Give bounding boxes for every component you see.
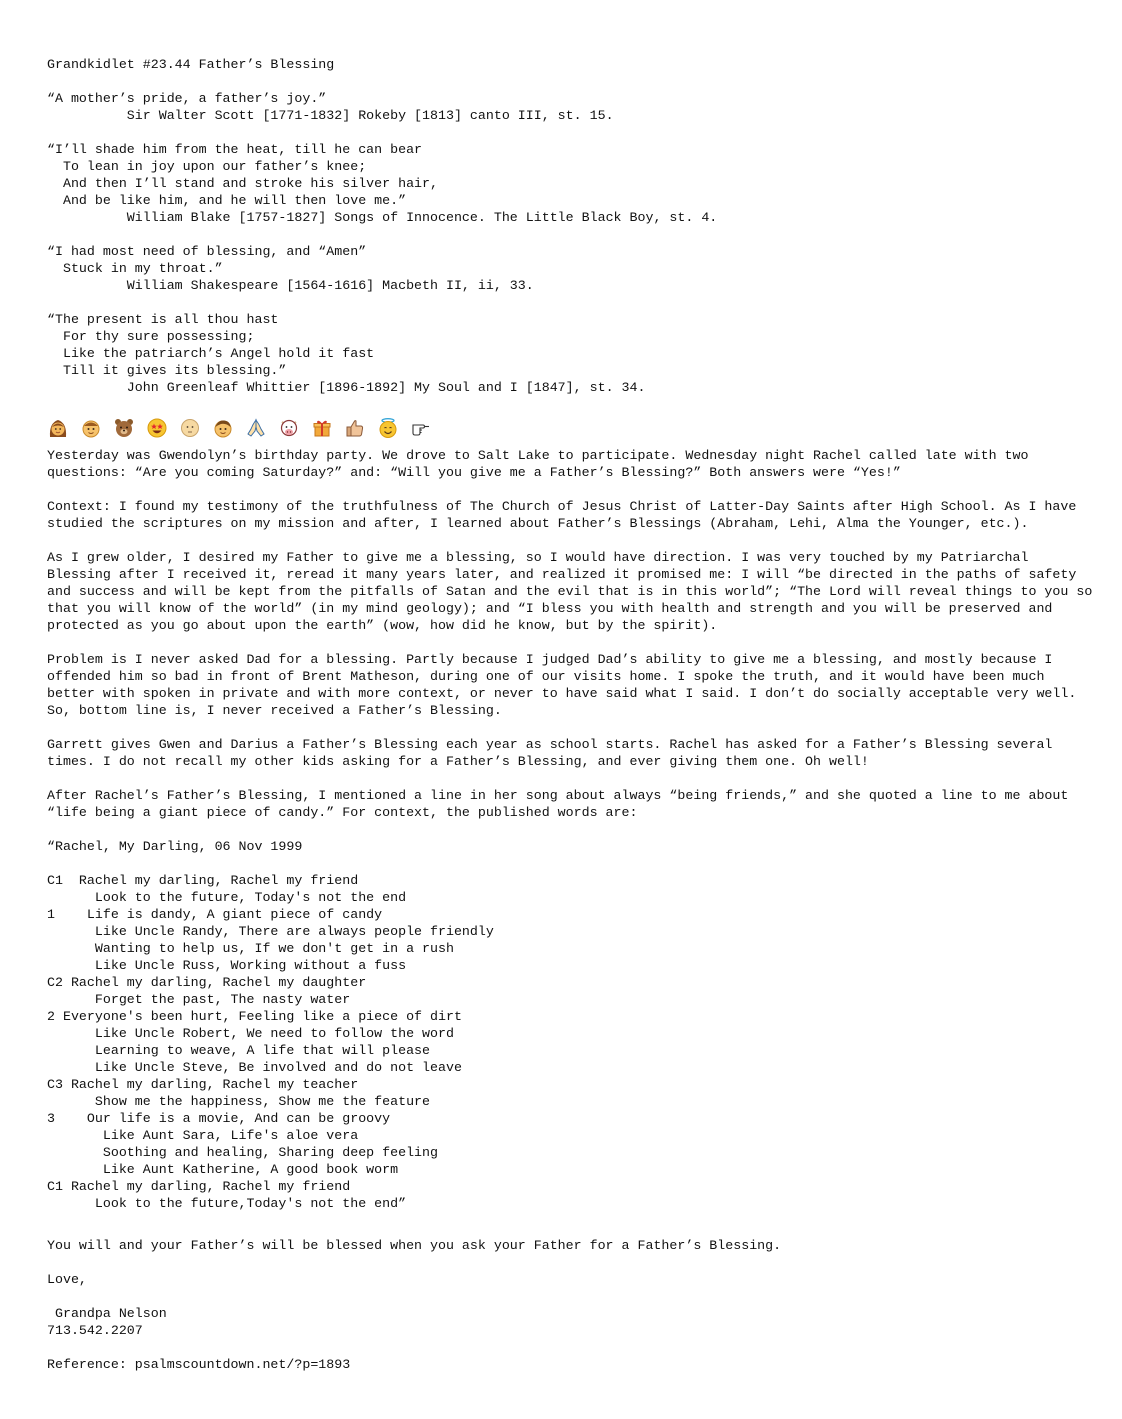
star-struck-face-icon	[146, 417, 168, 439]
song-line: C1 Rachel my darling, Rachel my friend	[47, 1179, 351, 1194]
song-line: 1 Life is dandy, A giant piece of candy	[47, 907, 383, 922]
emoji-row	[47, 417, 1097, 439]
quote-line: And be like him, and he will then love me.”	[47, 193, 407, 208]
quote-line: Stuck in my throat.”	[47, 261, 223, 276]
song-line: Like Uncle Robert, We need to follow the word	[47, 1026, 454, 1041]
song-line: Learning to weave, A life that will please	[47, 1043, 431, 1058]
paragraph: After Rachel’s Father’s Blessing, I mentioned a line in her song about always “being friends,” and she quoted a line to me about “life being a giant piece of candy.” For context, the published words are:	[47, 788, 1077, 820]
song-line: C1 Rachel my darling, Rachel my friend	[47, 873, 359, 888]
song-line: 2 Everyone's been hurt, Feeling like a piece of dirt	[47, 1009, 462, 1024]
song-title: “Rachel, My Darling, 06 Nov 1999	[47, 839, 303, 854]
closing-line: You will and your Father’s will be blessed when you ask your Father for a Father’s Blessing.	[47, 1238, 782, 1253]
neutral-face-icon	[179, 417, 201, 439]
song-line: C2 Rachel my darling, Rachel my daughter	[47, 975, 367, 990]
quote-citation: William Shakespeare [1564-1616] Macbeth II, ii, 33.	[126, 278, 534, 293]
quote-line: Till it gives its blessing.”	[47, 363, 287, 378]
cow-face-icon	[278, 417, 300, 439]
quote-citation: Sir Walter Scott [1771-1832] Rokeby [1813] canto III, st. 15.	[126, 108, 614, 123]
page-title: Grandkidlet #23.44 Father’s Blessing	[47, 57, 335, 72]
thumbs-up-icon	[344, 417, 366, 439]
quote-line: Like the patriarch’s Angel hold it fast	[47, 346, 375, 361]
quote-line: “The present is all thou hast	[47, 312, 279, 327]
quote-citation: William Blake [1757-1827] Songs of Innocence. The Little Black Boy, st. 4.	[126, 210, 718, 225]
quote-line: To lean in joy upon our father’s knee;	[47, 159, 367, 174]
bear-face-icon	[113, 417, 135, 439]
song-line: Like Uncle Randy, There are always people friendly	[47, 924, 494, 939]
song-line: Like Uncle Russ, Working without a fuss	[47, 958, 407, 973]
child-face-icon	[80, 417, 102, 439]
song-line: Look to the future,Today's not the end”	[47, 1196, 407, 1211]
reference-link[interactable]: Reference: psalmscountdown.net/?p=1893	[47, 1357, 351, 1372]
song-line: Like Uncle Steve, Be involved and do not leave	[47, 1060, 462, 1075]
song-line: Soothing and healing, Sharing deep feeling	[47, 1145, 438, 1160]
quote-citation: John Greenleaf Whittier [1896-1892] My Soul and I [1847], st. 34.	[126, 380, 646, 395]
song-line: C3 Rachel my darling, Rachel my teacher	[47, 1077, 359, 1092]
gift-icon	[311, 417, 333, 439]
song-line: Look to the future, Today's not the end	[47, 890, 407, 905]
quote-line: For thy sure possessing;	[47, 329, 255, 344]
woman-face-icon	[47, 417, 69, 439]
paragraph: As I grew older, I desired my Father to give me a blessing, so I would have direction. I was very touched by my Patriarchal Blessing after I received it, reread it many years later, and realized it promised me: I will “be directed in the paths of safety and success and will be kept from the pitfalls of Satan and the evil that is in this world”; “The Lord will reveal things to you so that you will know of the world” (in my mind geology); and “I bless you with health and strength and you will be preserved and protected as you go about upon the earth” (wow, how did he know, but by the spirit).	[47, 550, 1101, 633]
signature: Grandpa Nelson	[47, 1306, 167, 1321]
signoff: Love,	[47, 1272, 87, 1287]
paragraph: Context: I found my testimony of the truthfulness of The Church of Jesus Christ of Latter-Day Saints after High School. As I have studied the scriptures on my mission and after, I learned about Father’s Blessings (Abraham, Lehi, Alma the Younger, etc.).	[47, 499, 1085, 531]
song-line: 3 Our life is a movie, And can be groovy	[47, 1111, 391, 1126]
folded-hands-icon	[245, 417, 267, 439]
paragraph: Yesterday was Gwendolyn’s birthday party. We drove to Salt Lake to participate. Wednesday night Rachel called late with two questions: “Are you coming Saturday?” and: “Will you give me a Father’s Blessing?” Both answers were “Yes!”	[47, 448, 1037, 480]
quote-line: “A mother’s pride, a father’s joy.”	[47, 91, 327, 106]
song-line: Forget the past, The nasty water	[47, 992, 351, 1007]
song-line: Show me the happiness, Show me the feature	[47, 1094, 431, 1109]
paragraph: Problem is I never asked Dad for a blessing. Partly because I judged Dad’s ability to give me a blessing, and mostly because I offended him so bad in front of Brent Matheson, during one of our visits home. I spoke the truth, and it would have been much better with spoken in private and with more context, or never to have said what I said. I don’t do socially acceptable very well. So, bottom line is, I never received a Father’s Blessing.	[47, 652, 1085, 718]
song-line: Like Aunt Katherine, A good book worm	[47, 1162, 399, 1177]
quote-line: “I’ll shade him from the heat, till he can bear	[47, 142, 423, 157]
smiling-halo-face-icon	[377, 417, 399, 439]
song-line: Wanting to help us, If we don't get in a rush	[47, 941, 454, 956]
paragraph: Garrett gives Gwen and Darius a Father’s Blessing each year as school starts. Rachel has asked for a Father’s Blessing several times. I do not recall my other kids asking for a Father’s Blessing, and ever giving them one. Oh well!	[47, 737, 1061, 769]
pointing-hand-icon	[410, 417, 432, 439]
document	[47, 56, 1101, 1373]
song-line: Like Aunt Sara, Life's aloe vera	[47, 1128, 359, 1143]
quote-line: And then I’ll stand and stroke his silver hair,	[47, 176, 438, 191]
boy-face-icon	[212, 417, 234, 439]
phone-number: 713.542.2207	[47, 1323, 143, 1338]
quote-line: “I had most need of blessing, and “Amen”	[47, 244, 367, 259]
